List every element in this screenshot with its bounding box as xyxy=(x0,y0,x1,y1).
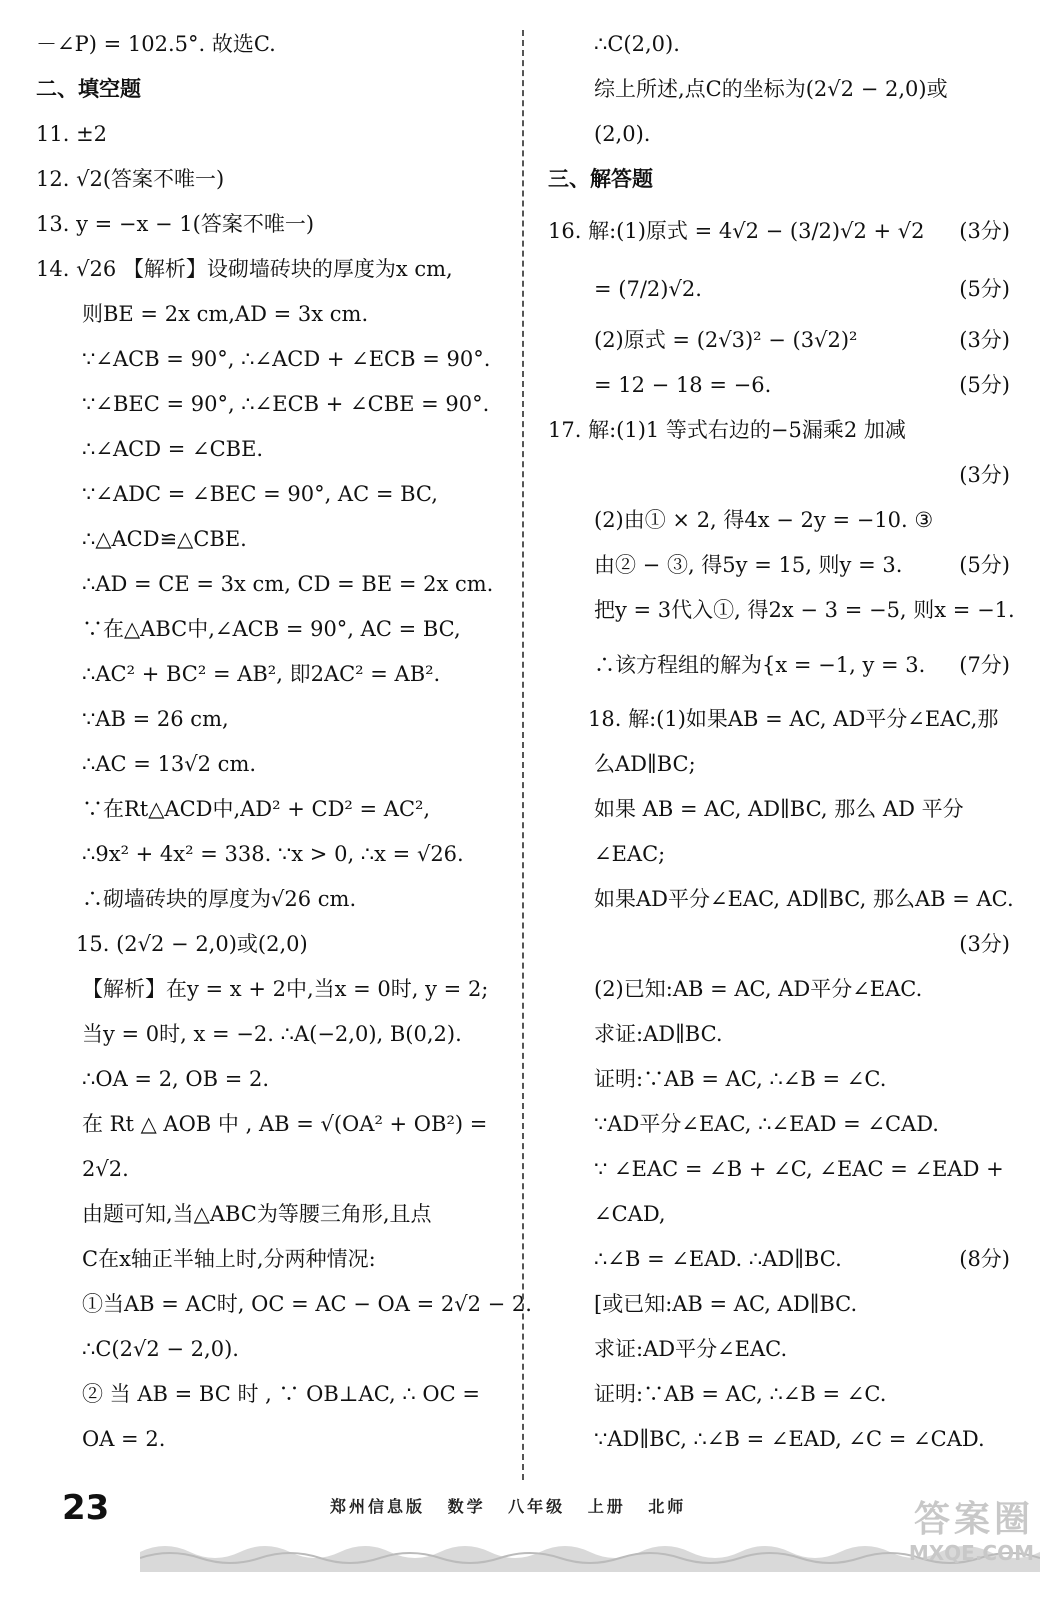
text-line xyxy=(548,498,1018,543)
score-label: (3分) xyxy=(959,328,1010,352)
text-line xyxy=(548,1102,1018,1147)
text-line xyxy=(548,1192,1018,1237)
line-text: ∴∠B = ∠EAD. ∴AD∥BC. xyxy=(594,1247,842,1271)
line-text: 由② − ③, 得5y = 15, 则y = 3. xyxy=(594,553,903,577)
line-text: ∵在△ABC中,∠ACB = 90°, AC = BC, xyxy=(82,617,461,641)
line-text: = 12 − 18 = −6. xyxy=(594,373,772,397)
line-text: (2,0). xyxy=(594,122,651,146)
line-text: ∴9x² + 4x² = 338. ∵x > 0, ∴x = √26. xyxy=(82,842,464,866)
text-line xyxy=(36,112,506,157)
text-line xyxy=(36,517,506,562)
text-line xyxy=(548,318,1018,363)
line-text: 17. 解:(1)1 等式右边的−5漏乘2 加减 xyxy=(548,418,906,442)
text-line xyxy=(548,1327,1018,1372)
text-line xyxy=(548,922,1018,967)
left-column xyxy=(36,22,532,1462)
line-text: 如果 AB = AC, AD∥BC, 那么 AD 平分 xyxy=(594,797,964,821)
line-text: ∴△ACD≌△CBE. xyxy=(82,527,247,551)
line-text: 二、填空题 xyxy=(36,77,141,101)
line-text: (2)已知:AB = AC, AD平分∠EAC. xyxy=(594,977,923,1001)
text-line xyxy=(36,1057,506,1102)
text-line xyxy=(548,112,1018,157)
line-text: 证明:∵AB = AC, ∴∠B = ∠C. xyxy=(594,1382,887,1406)
text-line xyxy=(548,260,1018,318)
line-text: 2√2. xyxy=(82,1157,129,1181)
watermark-title: 答案圈 xyxy=(913,1499,1034,1540)
line-text: = (7/2)√2. xyxy=(594,277,702,301)
text-line xyxy=(548,157,1018,202)
text-line xyxy=(36,877,506,922)
text-line xyxy=(36,157,506,202)
score-label: (3分) xyxy=(959,463,1010,487)
line-text: 16. 解:(1)原式 = 4√2 − (3/2)√2 + √2 xyxy=(548,219,925,243)
text-line xyxy=(548,1417,1018,1462)
text-line xyxy=(36,1327,506,1372)
text-line xyxy=(548,453,1018,498)
line-text: ∴AD = CE = 3x cm, CD = BE = 2x cm. xyxy=(82,572,494,596)
text-line xyxy=(36,1102,506,1147)
watermark-url: MXQE.COM xyxy=(908,1541,1034,1565)
score-label: (5分) xyxy=(959,277,1010,301)
score-label: (3分) xyxy=(959,219,1010,243)
line-text: 证明:∵AB = AC, ∴∠B = ∠C. xyxy=(594,1067,887,1091)
text-line xyxy=(548,22,1018,67)
line-text: ∴该方程组的解为{x = −1, y = 3. xyxy=(594,653,926,677)
column-divider xyxy=(522,30,524,1480)
text-line xyxy=(36,427,506,472)
text-line xyxy=(548,832,1018,877)
line-text: ∵∠BEC = 90°, ∴∠ECB + ∠CBE = 90°. xyxy=(82,392,490,416)
text-line xyxy=(548,588,1018,633)
text-line xyxy=(36,967,506,1012)
score-label: (7分) xyxy=(959,653,1010,677)
text-line xyxy=(548,543,1018,588)
line-text: OA = 2. xyxy=(82,1427,166,1451)
text-line xyxy=(36,787,506,832)
line-text: 11. ±2 xyxy=(36,122,108,146)
line-text: ∠EAC; xyxy=(594,842,666,866)
line-text: ①当AB = AC时, OC = AC − OA = 2√2 − 2. xyxy=(82,1292,532,1316)
text-line xyxy=(548,1012,1018,1057)
text-line xyxy=(548,877,1018,922)
text-line xyxy=(548,1147,1018,1192)
score-label: (8分) xyxy=(959,1247,1010,1271)
text-line xyxy=(36,697,506,742)
text-line xyxy=(36,202,506,247)
watermark xyxy=(864,1500,1034,1570)
text-line xyxy=(548,1282,1018,1327)
line-text: ∴C(2,0). xyxy=(594,32,680,56)
text-line xyxy=(36,1372,506,1417)
text-line xyxy=(36,292,506,337)
line-text: 12. √2(答案不唯一) xyxy=(36,167,225,191)
score-label: (3分) xyxy=(959,932,1010,956)
line-text: ∴∠ACD = ∠CBE. xyxy=(82,437,264,461)
text-line xyxy=(36,562,506,607)
line-text: 综上所述,点C的坐标为(2√2 − 2,0)或 xyxy=(594,77,948,101)
line-text: ∵AB = 26 cm, xyxy=(82,707,229,731)
page-footer xyxy=(0,1480,1062,1599)
score-label: (5分) xyxy=(959,373,1010,397)
line-text: 把y = 3代入①, 得2x − 3 = −5, 则x = −1. xyxy=(594,598,1015,622)
right-column xyxy=(548,22,1018,1462)
text-line xyxy=(36,922,506,967)
line-text: ∵ ∠EAC = ∠B + ∠C, ∠EAC = ∠EAD + xyxy=(594,1157,1004,1181)
text-line xyxy=(548,967,1018,1012)
text-line xyxy=(548,408,1018,453)
line-text: ∵在Rt△ACD中,AD² + CD² = AC², xyxy=(82,797,431,821)
text-line xyxy=(36,247,506,292)
line-text: [或已知:AB = AC, AD∥BC. xyxy=(594,1292,858,1316)
text-line xyxy=(548,1057,1018,1102)
line-text: ∴C(2√2 − 2,0). xyxy=(82,1337,239,1361)
text-line xyxy=(36,1417,506,1462)
text-line xyxy=(36,472,506,517)
line-text: 13. y = −x − 1(答案不唯一) xyxy=(36,212,315,236)
text-line xyxy=(36,607,506,652)
line-text: ② 当 AB = BC 时 , ∵ OB⊥AC, ∴ OC = xyxy=(82,1382,480,1406)
page-number: 23 xyxy=(62,1488,110,1528)
line-text: 则BE = 2x cm,AD = 3x cm. xyxy=(82,302,369,326)
book-info: 郑州信息版 数学 八年级 上册 北师 xyxy=(330,1497,687,1516)
text-line xyxy=(36,832,506,877)
line-text: 由题可知,当△ABC为等腰三角形,且点 xyxy=(82,1202,432,1226)
text-line xyxy=(548,1237,1018,1282)
text-line xyxy=(36,22,506,67)
text-line xyxy=(548,1372,1018,1417)
score-label: (5分) xyxy=(959,553,1010,577)
line-text: ∵AD∥BC, ∴∠B = ∠EAD, ∠C = ∠CAD. xyxy=(594,1427,985,1451)
line-text: 18. 解:(1)如果AB = AC, AD平分∠EAC,那 xyxy=(588,707,999,731)
line-text: 当y = 0时, x = −2. ∴A(−2,0), B(0,2). xyxy=(82,1022,462,1046)
text-line xyxy=(548,202,1018,260)
line-text: 三、解答题 xyxy=(548,167,653,191)
text-line xyxy=(36,1192,506,1237)
text-line xyxy=(36,67,506,112)
text-line xyxy=(548,363,1018,408)
line-text: 在 Rt △ AOB 中 , AB = √(OA² + OB²) = xyxy=(82,1112,488,1136)
line-text: (2)原式 = (2√3)² − (3√2)² xyxy=(594,328,858,352)
line-text: ∵∠ACB = 90°, ∴∠ACD + ∠ECB = 90°. xyxy=(82,347,491,371)
line-text: ∴OA = 2, OB = 2. xyxy=(82,1067,270,1091)
text-line xyxy=(36,1237,506,1282)
line-text: ∵AD平分∠EAC, ∴∠EAD = ∠CAD. xyxy=(594,1112,939,1136)
text-line xyxy=(548,742,1018,787)
text-line xyxy=(36,1282,532,1327)
line-text: ∴砌墙砖块的厚度为√26 cm. xyxy=(82,887,357,911)
line-text: ∴AC² + BC² = AB², 即2AC² = AB². xyxy=(82,662,441,686)
line-text: C在x轴正半轴上时,分两种情况: xyxy=(82,1247,376,1271)
text-line xyxy=(36,382,506,427)
line-text: ∵∠ADC = ∠BEC = 90°, AC = BC, xyxy=(82,482,438,506)
text-line xyxy=(548,633,1018,697)
text-line xyxy=(36,337,506,382)
line-text: 求证:AD平分∠EAC. xyxy=(594,1337,788,1361)
line-text: －∠P) = 102.5°. 故选C. xyxy=(36,32,276,56)
line-text: 如果AD平分∠EAC, AD∥BC, 那么AB = AC. xyxy=(594,887,1014,911)
line-text: 15. (2√2 − 2,0)或(2,0) xyxy=(76,932,308,956)
text-line xyxy=(548,787,1018,832)
text-line xyxy=(36,742,506,787)
line-text: 求证:AD∥BC. xyxy=(594,1022,723,1046)
line-text: 14. √26 【解析】设砌墙砖块的厚度为x cm, xyxy=(36,257,453,281)
text-line xyxy=(548,697,1018,742)
text-line xyxy=(36,652,506,697)
line-text: ∴AC = 13√2 cm. xyxy=(82,752,257,776)
line-text: ∠CAD, xyxy=(594,1202,666,1226)
text-line xyxy=(36,1012,506,1057)
text-line xyxy=(36,1147,506,1192)
line-text: 【解析】在y = x + 2中,当x = 0时, y = 2; xyxy=(82,977,489,1001)
line-text: 么AD∥BC; xyxy=(594,752,696,776)
text-line xyxy=(548,67,1018,112)
line-text: (2)由① × 2, 得4x − 2y = −10. ③ xyxy=(594,508,934,532)
